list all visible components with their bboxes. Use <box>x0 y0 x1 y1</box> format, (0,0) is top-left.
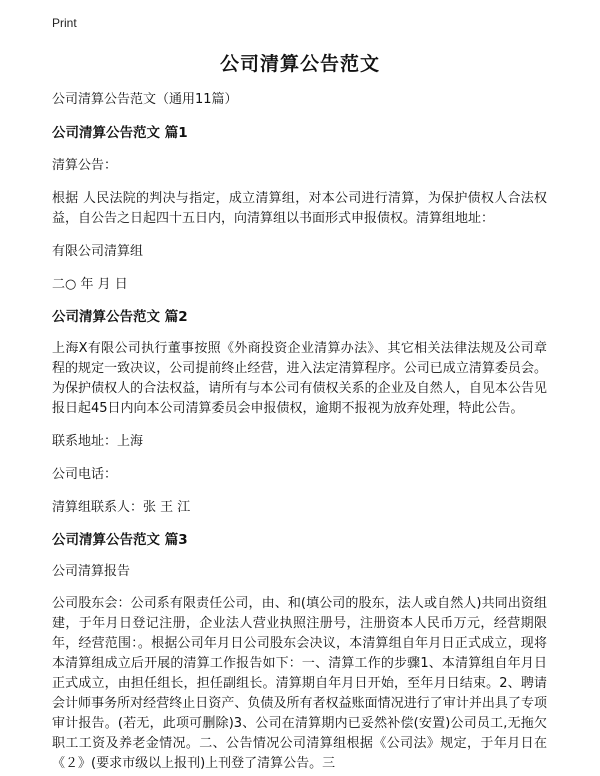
section-3-body: 公司股东会：公司系有限责任公司，由、和(填公司的股东，法人或自然人)共同出资组建，于年月日登记注册，企业法人营业执照注册号，注册资本人民币万元，经营期限年，经营范围：。根据公司年月日公司股东会决议，本清算组自年月日正式成立，现将本清算组成立后开展的清算工作报告如下：一、清算工作的步骤1、本清算组自年月日正式成立，由担任组长，担任副组长。清算期自年月日开始，至年月日结束。2、聘请会计师事务所对经营终止日资产、负债及所有者权益账面情况进行了审计并出具了专项审计报告。(若无，此项可删除)3、公司在清算期内已妥然补偿(安置)公司员工,无拖欠职工工资及养老金情况。二、公告情况公司清算组根据《公司法》规定，于年月日在《２》(要求市级以上报刊)上刊登了清算公告。三 <box>52 596 547 771</box>
section-3-heading: 公司清算公告范文 篇3 <box>52 532 188 548</box>
print-label[interactable]: Print <box>52 16 77 30</box>
section-2-body: 上海X有限公司执行董事按照《外商投资企业清算办法》、其它相关法律法规及公司章程的规定一致决议，公司提前终止经营，进入法定清算程序。公司已成立清算委员会。为保护债权人的合法权益，请所有与本公司有债权关系的企业及自然人，自见本公告见报日起45日内向本公司清算委员会申报债权，逾期不报视为放弃处理，特此公告。 <box>52 341 547 416</box>
section-1-salutation: 清算公告： <box>52 158 118 173</box>
page-title: 公司清算公告范文 <box>219 53 380 75</box>
document-body <box>52 90 547 774</box>
section-3-intro: 公司清算报告 <box>52 564 131 579</box>
section-2-contact: 清算组联系人：张 王 江 <box>52 500 191 515</box>
section-1-signer: 有限公司清算组 <box>52 244 144 259</box>
document-subtitle: 公司清算公告范文（通用11篇） <box>52 92 238 107</box>
section-1-body: 根据 人民法院的判决与指定，成立清算组，对本公司进行清算，为保护债权人合法权益，自公告之日起四十五日内，向清算组以书面形式申报债权。清算组地址： <box>52 191 547 226</box>
section-2-address: 联系地址：上海 <box>52 434 144 449</box>
section-2-heading: 公司清算公告范文 篇2 <box>52 309 188 325</box>
section-1-heading: 公司清算公告范文 篇1 <box>52 125 188 141</box>
section-1-date: 二○ 年 月 日 <box>52 277 128 292</box>
section-2-phone: 公司电话： <box>52 467 118 482</box>
